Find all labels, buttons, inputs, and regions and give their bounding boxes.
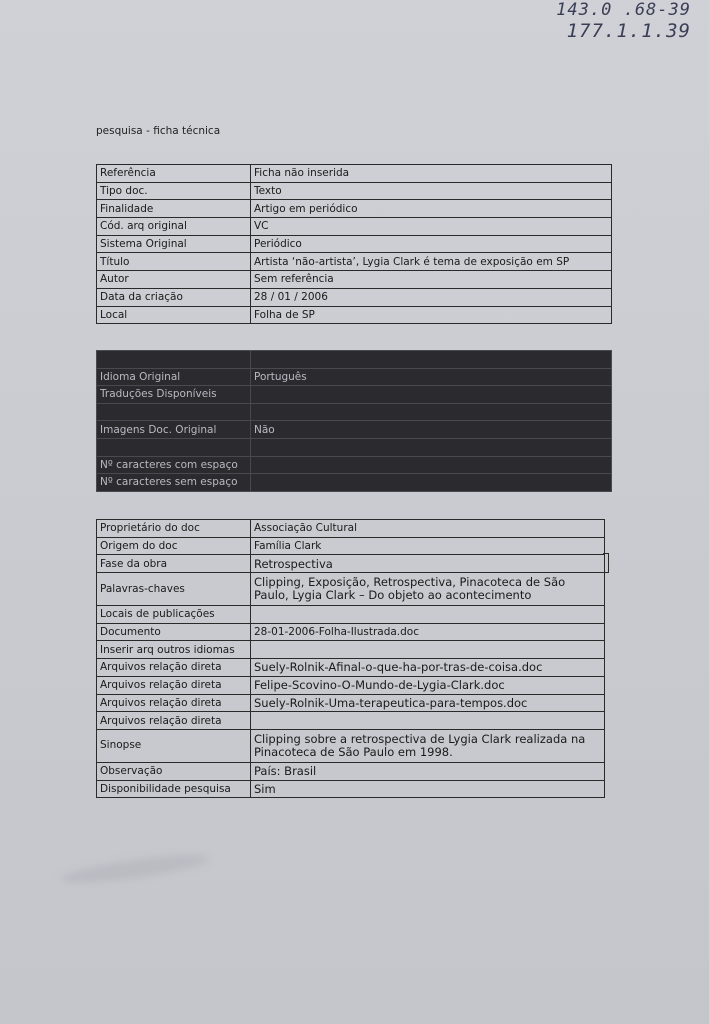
table-row — [97, 306, 612, 324]
table-row — [97, 456, 612, 474]
field-label — [97, 438, 251, 456]
table-row — [97, 421, 612, 439]
field-label: Palavras-chaves — [97, 573, 251, 606]
field-value: Não — [251, 421, 612, 439]
table-row — [97, 235, 612, 253]
field-value: Português — [251, 368, 612, 386]
table-row — [97, 165, 612, 183]
field-label: Arquivos relação direta — [97, 694, 251, 712]
field-value: 28 / 01 / 2006 — [251, 288, 612, 306]
field-value: Felipe-Scovino-O-Mundo-de-Lygia-Clark.doc — [251, 676, 605, 694]
field-label — [97, 351, 251, 369]
field-label: Arquivos relação direta — [97, 676, 251, 694]
table-row — [97, 403, 612, 421]
field-label: Locais de publicações — [97, 606, 251, 624]
handwritten-code-2: 177.1.1.39 — [566, 20, 691, 42]
cell-border-overflow — [603, 553, 609, 573]
paper-smudge — [59, 850, 210, 889]
field-label: Proprietário do doc — [97, 520, 251, 538]
field-value: Sem referência — [251, 271, 612, 289]
table-row — [97, 288, 612, 306]
field-value — [251, 641, 605, 659]
field-value: Suely-Rolnik-Uma-terapeutica-para-tempos.doc — [251, 694, 605, 712]
field-value: 28-01-2006-Folha-Ilustrada.doc — [251, 623, 605, 641]
field-label: Referência — [97, 165, 251, 183]
field-value: Clipping sobre a retrospectiva de Lygia Clark realizada na Pinacoteca de São Paulo em 1998. — [251, 729, 605, 762]
field-value: Periódico — [251, 235, 612, 253]
table-row — [97, 659, 605, 677]
field-label: Cód. arq original — [97, 218, 251, 236]
field-label: Arquivos relação direta — [97, 659, 251, 677]
field-value: Ficha não inserida — [251, 165, 612, 183]
field-value: Suely-Rolnik-Afinal-o-que-ha-por-tras-de-coisa.doc — [251, 659, 605, 677]
table-row — [97, 351, 612, 369]
table-row — [97, 780, 605, 798]
table-row — [97, 438, 612, 456]
field-label: Imagens Doc. Original — [97, 421, 251, 439]
field-value — [251, 474, 612, 492]
handwritten-code-1: 143.0 .68-39 — [556, 0, 691, 20]
field-value: Folha de SP — [251, 306, 612, 324]
table-row — [97, 200, 612, 218]
table-row — [97, 218, 612, 236]
table-row — [97, 474, 612, 492]
table-row — [97, 520, 605, 538]
field-value: Retrospectiva — [251, 555, 605, 573]
table-row — [97, 537, 605, 555]
field-label — [97, 403, 251, 421]
field-value: Clipping, Exposição, Retrospectiva, Pinacoteca de São Paulo, Lygia Clark – Do objeto ao acontecimento — [251, 573, 605, 606]
field-value — [251, 712, 605, 730]
field-label: Local — [97, 306, 251, 324]
table-row — [97, 762, 605, 780]
field-label: Tipo doc. — [97, 182, 251, 200]
field-label: Traduções Disponíveis — [97, 386, 251, 404]
table-row — [97, 712, 605, 730]
table-row — [97, 386, 612, 404]
field-label: Idioma Original — [97, 368, 251, 386]
info-table-language — [96, 350, 612, 492]
field-value: Texto — [251, 182, 612, 200]
field-value: Artigo em periódico — [251, 200, 612, 218]
table-row — [97, 573, 605, 606]
table-row — [97, 641, 605, 659]
table-row — [97, 271, 612, 289]
field-value: VC — [251, 218, 612, 236]
field-value — [251, 606, 605, 624]
field-value: Sim — [251, 780, 605, 798]
field-value: Associação Cultural — [251, 520, 605, 538]
field-value: Artista ‘não-artista’, Lygia Clark é tema de exposição em SP — [251, 253, 612, 271]
field-label: Inserir arq outros idiomas — [97, 641, 251, 659]
field-label: Nº caracteres com espaço — [97, 456, 251, 474]
field-label: Sistema Original — [97, 235, 251, 253]
table-row — [97, 623, 605, 641]
table-row — [97, 729, 605, 762]
table-row — [97, 253, 612, 271]
info-table-archive — [96, 519, 605, 798]
table-row — [97, 694, 605, 712]
field-label: Título — [97, 253, 251, 271]
table-row — [97, 368, 612, 386]
field-label: Disponibilidade pesquisa — [97, 780, 251, 798]
table-row — [97, 606, 605, 624]
table-row — [97, 676, 605, 694]
field-value — [251, 403, 612, 421]
field-label: Finalidade — [97, 200, 251, 218]
field-label: Fase da obra — [97, 555, 251, 573]
field-label: Sinopse — [97, 729, 251, 762]
table-row — [97, 555, 605, 573]
field-value — [251, 386, 612, 404]
table-row — [97, 182, 612, 200]
field-label: Autor — [97, 271, 251, 289]
field-label: Observação — [97, 762, 251, 780]
field-label: Data da criação — [97, 288, 251, 306]
field-label: Arquivos relação direta — [97, 712, 251, 730]
field-value — [251, 456, 612, 474]
field-label: Nº caracteres sem espaço — [97, 474, 251, 492]
field-label: Origem do doc — [97, 537, 251, 555]
info-table-general — [96, 164, 612, 324]
field-label: Documento — [97, 623, 251, 641]
field-value: País: Brasil — [251, 762, 605, 780]
page-heading: pesquisa - ficha técnica — [96, 125, 221, 137]
field-value: Família Clark — [251, 537, 605, 555]
field-value — [251, 351, 612, 369]
field-value — [251, 438, 612, 456]
